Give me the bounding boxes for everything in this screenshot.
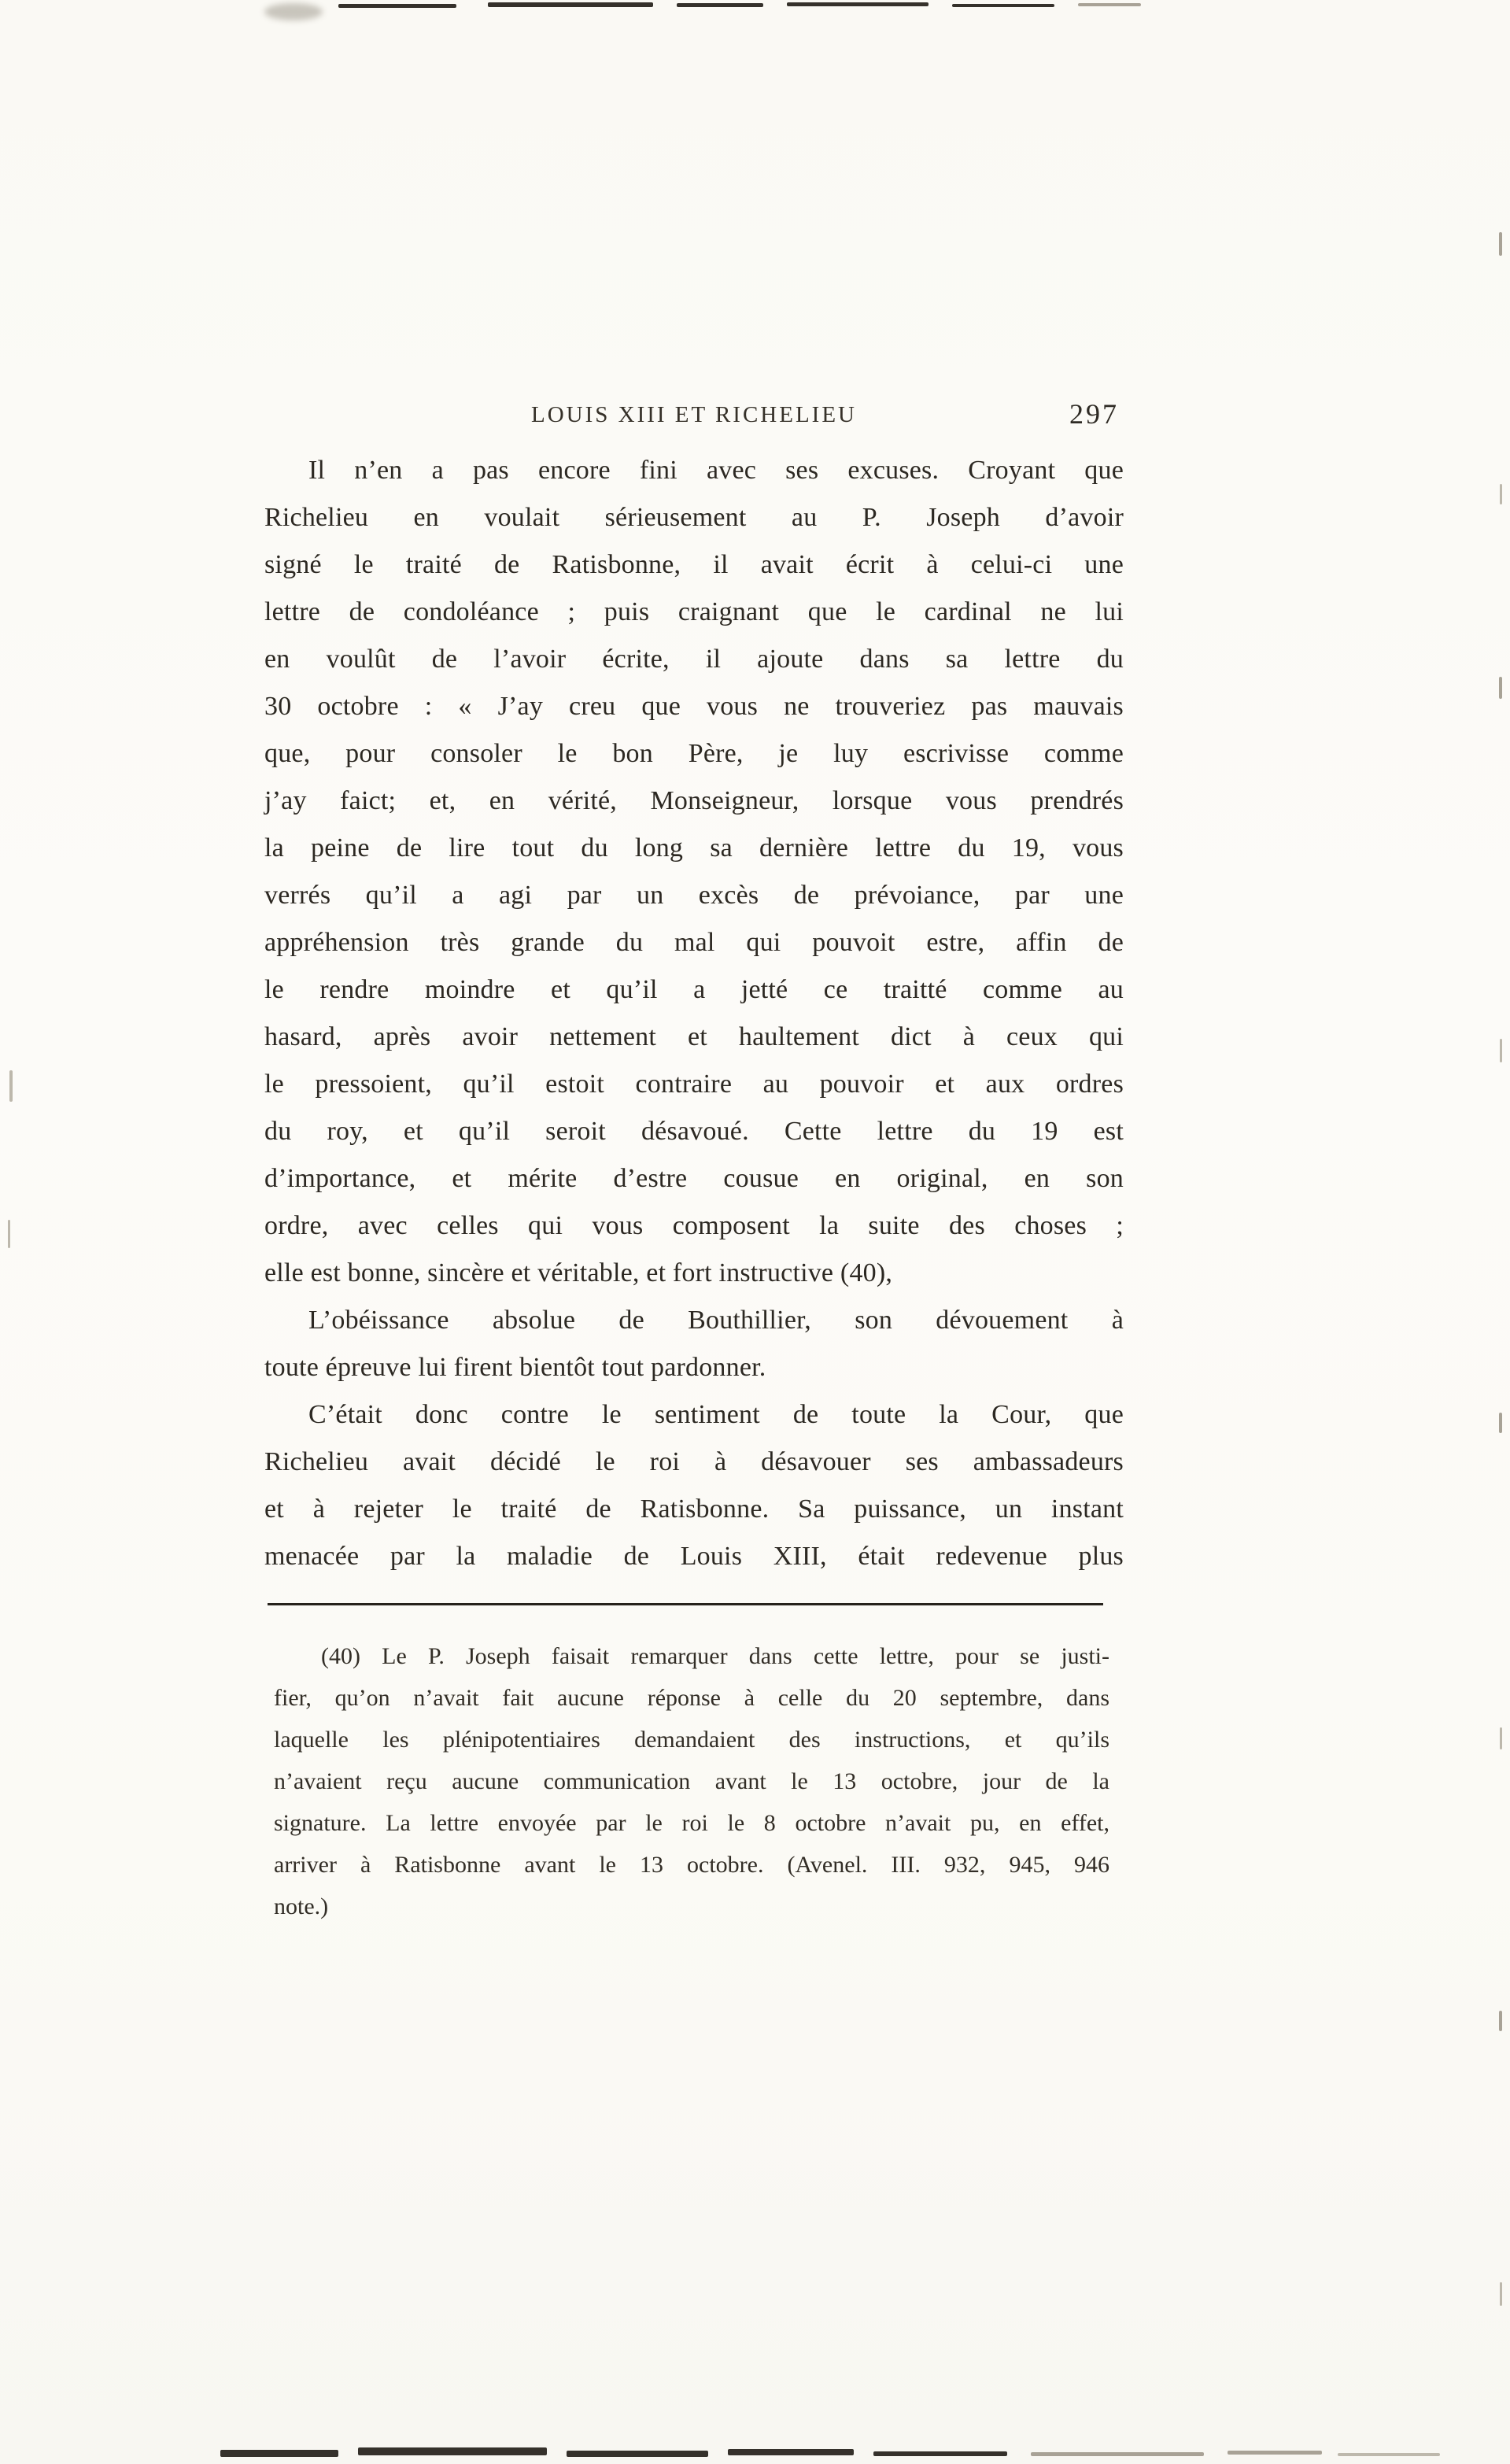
scan-tick-right xyxy=(1499,1413,1502,1433)
running-header-title: LOUIS XIII ET RICHELIEU xyxy=(531,402,857,427)
footnote-line: fier, qu’on n’avait fait aucune réponse à celle du 20 septembre, dans xyxy=(274,1685,1109,1711)
scan-artifact-top xyxy=(677,3,763,7)
scan-artifact-bottom xyxy=(1031,2452,1204,2456)
footnote-line: n’avaient reçu aucune communication avant le 13 octobre, jour de la xyxy=(274,1768,1109,1794)
text-line: ordre, avec celles qui vous composent la suite des choses ; xyxy=(264,1211,1124,1240)
text-line: que, pour consoler le bon Père, je luy escrivisse comme xyxy=(264,739,1124,768)
text-line: d’importance, et mérite d’estre cousue en original, en son xyxy=(264,1164,1124,1193)
text-line: la peine de lire tout du long sa dernière lettre du 19, vous xyxy=(264,833,1124,863)
text-line: lettre de condoléance ; puis craignant que le cardinal ne lui xyxy=(264,597,1124,626)
footnote-line: laquelle les plénipotentiaires demandaient des instructions, et qu’ils xyxy=(274,1727,1109,1753)
text-line: Richelieu avait décidé le roi à désavouer ses ambassadeurs xyxy=(264,1447,1124,1476)
scan-artifact-bottom xyxy=(1338,2453,1440,2456)
scan-smudge-top-left xyxy=(264,3,323,20)
scan-artifact-bottom xyxy=(728,2449,854,2455)
footnote-block xyxy=(274,1635,1109,1927)
scan-artifact-bottom xyxy=(873,2451,1007,2456)
scan-tick-right xyxy=(1500,484,1502,504)
footnote-line: note.) xyxy=(274,1893,329,1919)
text-line: le rendre moindre et qu’il a jetté ce traitté comme au xyxy=(264,975,1124,1004)
text-line: C’était donc contre le sentiment de toute la Cour, que xyxy=(308,1400,1124,1429)
scan-artifact-top xyxy=(787,2,929,6)
page-number: 297 xyxy=(1069,398,1119,430)
scan-tick-left xyxy=(9,1070,13,1102)
text-line: le pressoient, qu’il estoit contraire au pouvoir et aux ordres xyxy=(264,1069,1124,1099)
text-line: en voulût de l’avoir écrite, il ajoute dans sa lettre du xyxy=(264,645,1124,674)
footnote-line: arriver à Ratisbonne avant le 13 octobre. (Avenel. III. 932, 945, 946 xyxy=(274,1852,1109,1878)
text-line: Il n’en a pas encore fini avec ses excuses. Croyant que xyxy=(308,456,1124,485)
scan-tick-right xyxy=(1500,1039,1502,1062)
text-line: verrés qu’il a agi par un excès de prévoiance, par une xyxy=(264,881,1124,910)
text-line: et à rejeter le traité de Ratisbonne. Sa puissance, un instant xyxy=(264,1494,1124,1524)
footnote-rule xyxy=(268,1603,1103,1605)
running-header xyxy=(264,397,1124,434)
scan-artifact-bottom xyxy=(567,2451,708,2457)
text-line: menacée par la maladie de Louis XIII, était redevenue plus xyxy=(264,1542,1124,1571)
scan-tick-right xyxy=(1500,1727,1502,1749)
scan-artifact-top xyxy=(488,2,653,7)
scan-artifact-bottom xyxy=(358,2447,547,2455)
text-line: appréhension très grande du mal qui pouvoit estre, affin de xyxy=(264,928,1124,957)
text-line: hasard, après avoir nettement et haultement dict à ceux qui xyxy=(264,1022,1124,1051)
footnote-line: signature. La lettre envoyée par le roi le 8 octobre n’avait pu, en effet, xyxy=(274,1810,1109,1836)
scan-tick-right xyxy=(1500,2282,1502,2306)
scan-tick-right xyxy=(1499,232,1502,256)
footnote-line: (40) Le P. Joseph faisait remarquer dans cette lettre, pour se justi- xyxy=(321,1643,1109,1669)
scan-artifact-bottom xyxy=(1228,2451,1322,2455)
text-line: toute épreuve lui firent bientôt tout pardonner. xyxy=(264,1353,766,1382)
scan-artifact-top xyxy=(338,4,456,8)
text-line: signé le traité de Ratisbonne, il avait écrit à celui-ci une xyxy=(264,550,1124,579)
scan-artifact-top xyxy=(1078,3,1141,6)
text-line: L’obéissance absolue de Bouthillier, son dévouement à xyxy=(308,1306,1124,1335)
text-line: Richelieu en voulait sérieusement au P. Joseph d’avoir xyxy=(264,503,1124,532)
scan-artifact-top xyxy=(952,4,1054,7)
scan-artifact-bottom xyxy=(220,2450,338,2457)
scan-tick-right xyxy=(1499,2011,1502,2031)
scan-tick-right xyxy=(1499,677,1502,699)
text-line: elle est bonne, sincère et véritable, et fort instructive (40), xyxy=(264,1258,893,1287)
text-line: j’ay faict; et, en vérité, Monseigneur, lorsque vous prendrés xyxy=(264,786,1124,815)
text-line: 30 octobre : « J’ay creu que vous ne trouveriez pas mauvais xyxy=(264,692,1124,721)
scan-tick-left xyxy=(8,1220,10,1248)
text-line: du roy, et qu’il seroit désavoué. Cette lettre du 19 est xyxy=(264,1117,1124,1146)
main-text-block xyxy=(264,447,1124,1580)
